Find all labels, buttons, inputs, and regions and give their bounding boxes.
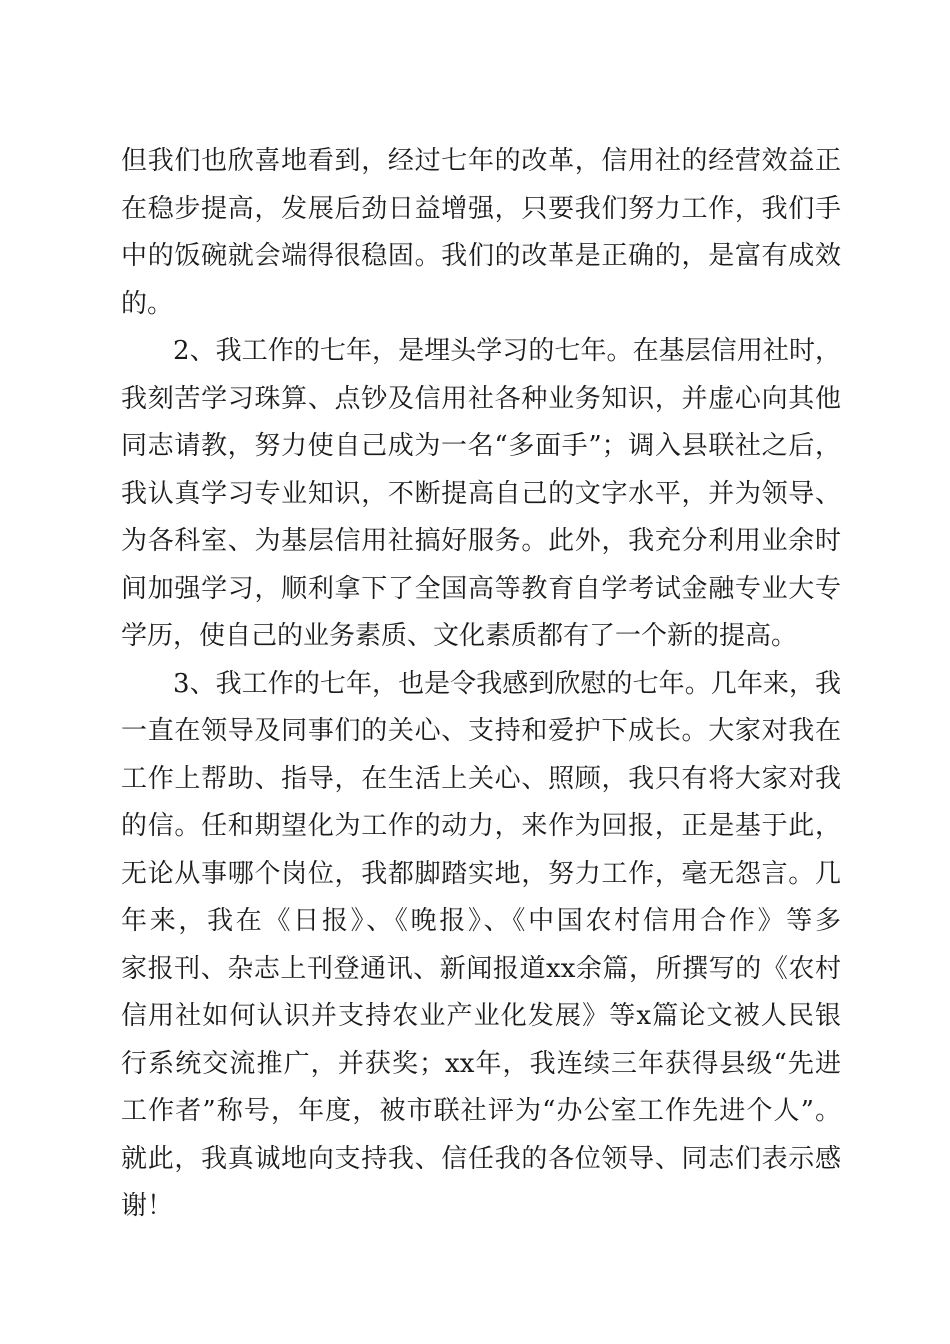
text-line: 我刻苦学习珠算、点钞及信用社各种业务知识，并虚心向其他 — [121, 383, 841, 414]
text-line: 年来，我在《日报》、《晚报》、《中国农村信用合作》等多 — [121, 906, 841, 936]
text-line: 行系统交流推广，并获奖；xx年，我连续三年获得县级“先进 — [121, 1048, 841, 1079]
paragraph-2-start: 2、我工作的七年，是埋头学习的七年。在基层信用社时， — [173, 336, 841, 366]
text-line: 的。 — [121, 288, 174, 319]
text-line: 中的饭碗就会端得很稳固。我们的改革是正确的，是富有成效 — [121, 241, 841, 271]
text-line: 就此，我真诚地向支持我、信任我的各位领导、同志们表示感 — [121, 1143, 841, 1174]
text-line: 为各科室、为基层信用社搞好服务。此外，我充分利用业余时 — [121, 526, 841, 556]
paragraph-3-start: 3、我工作的七年，也是令我感到欣慰的七年。几年来，我 — [173, 668, 841, 699]
text-line: 无论从事哪个岗位，我都脚踏实地，努力工作，毫无怨言。几 — [121, 858, 841, 889]
text-line: 我认真学习专业知识，不断提高自己的文字水平，并为领导、 — [121, 478, 841, 509]
text-line: 家报刊、杂志上刊登通讯、新闻报道xx余篇，所撰写的《农村 — [121, 953, 841, 984]
document-body — [121, 138, 841, 1231]
text-line: 但我们也欣喜地看到，经过七年的改革，信用社的经营效益正 — [121, 146, 841, 176]
text-line: 谢！ — [121, 1191, 174, 1221]
text-line: 工作者”称号，年度，被市联社评为“办公室工作先进个人”。 — [121, 1096, 841, 1126]
text-line: 的信。任和期望化为工作的动力，来作为回报，正是基于此， — [121, 811, 841, 841]
text-line: 一直在领导及同事们的关心、支持和爱护下成长。大家对我在 — [121, 716, 841, 746]
text-line: 工作上帮助、指导，在生活上关心、照顾，我只有将大家对我 — [121, 763, 841, 794]
text-line: 信用社如何认识并支持农业产业化发展》等x篇论文被人民银 — [121, 1001, 841, 1031]
text-line: 间加强学习，顺利拿下了全国高等教育自学考试金融专业大专 — [121, 573, 841, 604]
text-line: 在稳步提高，发展后劲日益增强，只要我们努力工作，我们手 — [121, 193, 841, 224]
text-line: 同志请教，努力使自己成为一名“多面手”；调入县联社之后， — [121, 431, 841, 461]
text-line: 学历，使自己的业务素质、文化素质都有了一个新的提高。 — [121, 621, 798, 651]
